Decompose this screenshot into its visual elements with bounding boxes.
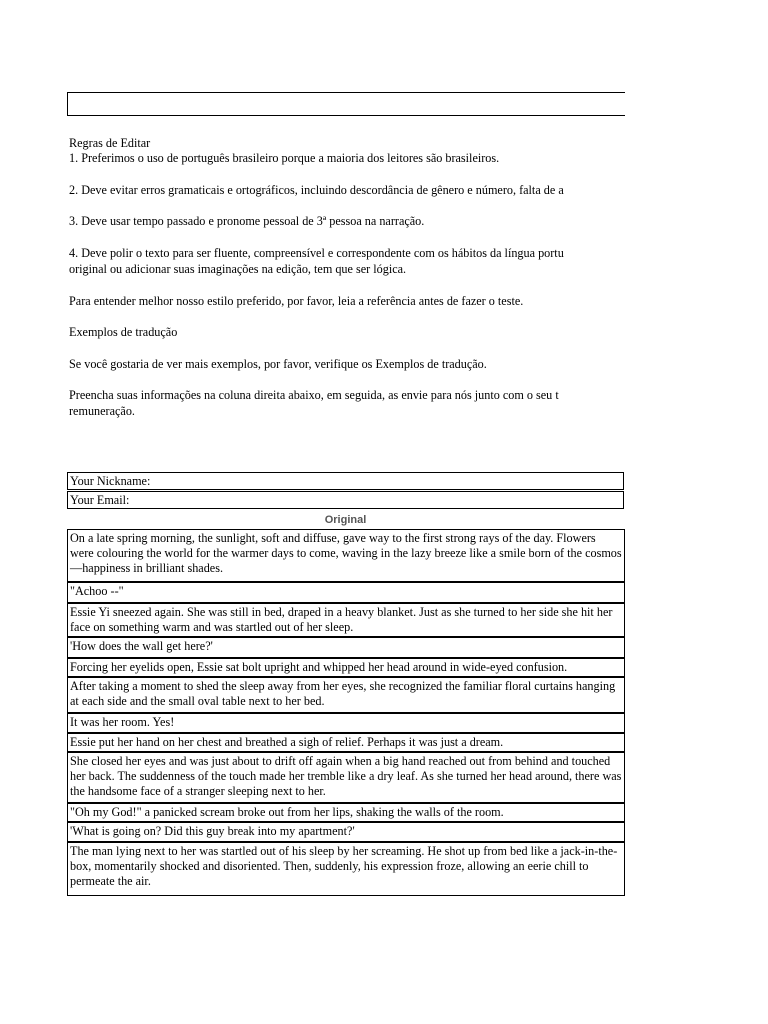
rule-4-line-1: 4. Deve polir o texto para ser fluente, compreensível e correspondente com os hábitos da língua portu (69, 246, 564, 260)
original-paragraph-cell[interactable]: 'What is going on? Did this guy break into my apartment?' (67, 822, 625, 842)
original-paragraph-cell[interactable]: It was her room. Yes! (67, 713, 625, 733)
original-paragraph-cell[interactable]: The man lying next to her was startled out of his sleep by her screaming. He shot up from bed like a jack-in-the-box, momentarily shocked and disoriented. Then, suddenly, his expression froze, allowing an eerie chill to permeate the air. (67, 842, 625, 896)
rule-3: 3. Deve usar tempo passado e pronome pessoal de 3ª pessoa na narração. (69, 214, 425, 228)
original-paragraph-cell[interactable]: "Achoo --" (67, 582, 625, 603)
rules-title: Regras de Editar (69, 136, 151, 150)
header-cell[interactable] (67, 92, 625, 116)
submit-note-line-2: remuneração. (69, 404, 135, 418)
examples-note: Se você gostaria de ver mais exemplos, por favor, verifique os Exemplos de tradução. (69, 357, 487, 371)
original-paragraph-cell[interactable]: She closed her eyes and was just about to drift off again when a big hand reached out from behind and touched her back. The suddenness of the touch made her tremble like a dry leaf. As she turned her head around, there was the handsome face of a stranger sleeping next to her. (67, 752, 625, 803)
original-paragraph-cell[interactable]: Essie put her hand on her chest and breathed a sigh of relief. Perhaps it was just a dream. (67, 733, 625, 752)
original-paragraph-cell[interactable]: 'How does the wall get here?' (67, 637, 625, 658)
rule-2: 2. Deve evitar erros gramaticais e ortográficos, incluindo descordância de gênero e número, falta de a (69, 183, 564, 197)
rule-4-line-2: original ou adicionar suas imaginações na edição, tem que ser lógica. (69, 262, 407, 276)
email-label: Your Email: (70, 493, 130, 507)
original-paragraph-cell[interactable]: On a late spring morning, the sunlight, soft and diffuse, gave way to the first strong rays of the day. Flowers were colouring the world for the warmer days to come, waving in the lazy breeze like a smile born of the cosmos—happiness in brilliant shades. (67, 529, 625, 582)
original-paragraph-cell[interactable]: Forcing her eyelids open, Essie sat bolt upright and whipped her head around in wide-eyed confusion. (67, 658, 625, 677)
email-field[interactable] (67, 491, 624, 509)
original-paragraph-cell[interactable]: After taking a moment to shed the sleep away from her eyes, she recognized the familiar floral curtains hanging at each side and the small oval table next to her bed. (67, 677, 625, 713)
submit-note-line-1: Preencha suas informações na coluna direita abaixo, em seguida, as envie para nós junto com o seu t (69, 388, 559, 402)
rule-1: 1. Preferimos o uso de português brasileiro porque a maioria dos leitores são brasileiros. (69, 151, 500, 165)
original-column-header: Original (324, 514, 367, 526)
spreadsheet-area (67, 0, 625, 1024)
original-paragraph-cell[interactable]: "Oh my God!" a panicked scream broke out from her lips, shaking the walls of the room. (67, 803, 625, 822)
examples-title: Exemplos de tradução (69, 325, 178, 339)
original-paragraph-cell[interactable]: Essie Yi sneezed again. She was still in bed, draped in a heavy blanket. Just as she turned to her side she hit her face on something warm and was startled out of her sleep. (67, 603, 625, 637)
nickname-label: Your Nickname: (70, 474, 151, 488)
nickname-field[interactable] (67, 472, 624, 490)
reference-note: Para entender melhor nosso estilo preferido, por favor, leia a referência antes de fazer o teste. (69, 294, 524, 308)
